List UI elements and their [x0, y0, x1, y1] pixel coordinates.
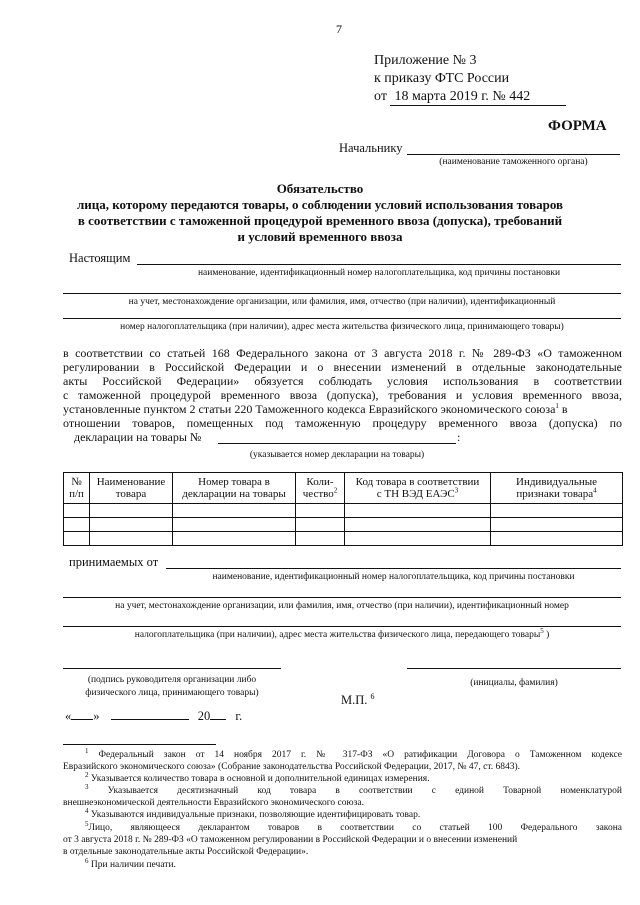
col-header-quantity: Коли- чество$^2$ — [296, 473, 345, 504]
sender-caption-3: налогоплательщика (при наличии), адрес места жительства физического лица, передающего товары$^5$ ) — [134, 626, 550, 640]
sender-line-2[interactable] — [63, 597, 621, 598]
body-line-7: декларации на товары № — [74, 430, 202, 444]
body-line-5-text: установленные пунктом 2 статьи 220 Таможенного кодекса Евразийского экономического союза — [63, 402, 556, 416]
date-line — [65, 709, 242, 723]
table-cell[interactable] — [345, 532, 491, 546]
year-field[interactable] — [210, 709, 226, 720]
table-cell[interactable] — [90, 518, 173, 532]
month-field[interactable] — [111, 709, 189, 720]
col-header-number: № п/п — [64, 473, 90, 504]
goods-table — [63, 472, 623, 546]
body-line-7-end: : — [457, 430, 461, 444]
receiver-line-3[interactable] — [63, 318, 621, 319]
table-cell[interactable] — [90, 504, 173, 518]
col-header-name: Наименование товара — [90, 473, 173, 504]
body-line-5 — [63, 402, 622, 416]
footnote-5-line-3: в отдельные законодательные акты Российской Федерации». — [63, 847, 309, 857]
table-cell[interactable] — [491, 518, 623, 532]
initials-caption: (инициалы, фамилия) — [470, 678, 558, 688]
footnote-ref-6: 6 — [370, 691, 375, 701]
order-number: № 442 — [492, 89, 531, 104]
table-cell[interactable] — [90, 532, 173, 546]
body-line-3: акты Российской Федерации» обязуется соблюдать условия использования в соответствии — [63, 374, 622, 388]
footnote-1-line-2: Евразийского экономического союза» (Собрание законодательства Российской Федерации, 2017, № 47, ст. 6843). — [63, 762, 521, 772]
body-line-1: в соответствии со статьей 168 Федерального закона от 3 августа 2018 г. № 289-ФЗ «О таможенном — [63, 346, 622, 360]
table-row — [64, 504, 623, 518]
col-header-features: Индивидуальные признаки товара$^4$ — [491, 473, 623, 504]
table-row — [64, 532, 623, 546]
footnote-3-line-1: $^3$ Указывается десятизначный код товара в соответствии с единой Товарной номенклатурой — [85, 782, 623, 796]
title-line-1: Обязательство — [276, 181, 364, 196]
declaration-number-line[interactable] — [218, 443, 456, 444]
footnote-2: $^2$ Указывается количество товара в основной и дополнительной единицах измерения. — [85, 770, 430, 784]
table-cell[interactable] — [296, 518, 345, 532]
sender-label: принимаемых от — [69, 555, 159, 569]
order-date-field — [390, 89, 566, 106]
footnote-4: $^4$ Указываются индивидуальные признаки, позволяющие идентифицировать товар. — [85, 806, 421, 820]
col-header-declaration-item: Номер товара в декларации на товары — [173, 473, 296, 504]
title-line-3: в соответствии с таможенной процедурой временного ввоза (допуска), требований — [77, 213, 563, 228]
appendix-order: к приказу ФТС России — [374, 71, 510, 86]
addressee-caption: (наименование таможенного органа) — [439, 157, 588, 167]
table-cell[interactable] — [296, 504, 345, 518]
receiver-caption-3: номер налогоплательщика (при наличии), адрес места жительства физического лица, принимающего товары) — [120, 322, 564, 332]
footnote-5-line-2: от 3 августа 2018 г. № 289-ФЗ «О таможенном регулировании в Российской Федерации и о внесении изменений — [63, 835, 518, 845]
sender-line-3[interactable] — [63, 626, 621, 627]
addressee-label: Начальнику — [339, 141, 403, 155]
receiver-label: Настоящим — [69, 251, 131, 265]
appendix-title: Приложение № 3 — [374, 53, 477, 68]
table-cell[interactable] — [491, 504, 623, 518]
footnote-1-line-1: $^1$ Федеральный закон от 14 ноября 2017 г. № 317-ФЗ «О ратификации Договора о Таможенном кодексе — [85, 746, 623, 760]
receiver-line-2[interactable] — [63, 293, 621, 294]
sender-caption-1: наименование, идентификационный номер налогоплательщика, код причины постановки — [212, 572, 575, 582]
body-line-2: регулировании в Российской Федерации и о внесении изменений в отдельные законодательные — [63, 360, 622, 374]
footnote-ref-1: 1 — [555, 402, 559, 410]
signature-caption-2: физического лица, принимающего товары) — [85, 688, 259, 698]
order-date: 18 марта 2019 г. — [394, 89, 489, 104]
table-cell[interactable] — [173, 504, 296, 518]
col-header-hs-code: Код товара в соответствии с ТН ВЭД ЕАЭС$^3$ — [345, 473, 491, 504]
footnote-3-line-2: внешнеэкономической деятельности Евразийского экономического союза. — [63, 798, 364, 808]
stamp-label: М.П. $^6$ — [341, 691, 375, 707]
table-cell[interactable] — [173, 532, 296, 546]
receiver-caption-2: на учет, местонахождение организации, или фамилия, имя, отчество (при наличии), идентификационный — [128, 297, 556, 307]
footnote-6: $^6$ При наличии печати. — [85, 856, 176, 870]
date-prefix: от — [374, 89, 387, 104]
signature-line[interactable] — [63, 668, 281, 669]
year-suffix: г. — [235, 709, 243, 723]
title-line-2: лица, которому передаются товары, о соблюдении условий использования товаров — [76, 197, 564, 212]
goods-table-header-row — [64, 473, 623, 504]
receiver-line-1[interactable] — [137, 264, 621, 265]
table-cell[interactable] — [64, 532, 90, 546]
day-field[interactable] — [71, 709, 93, 720]
form-label: ФОРМА — [548, 118, 607, 134]
table-cell[interactable] — [296, 532, 345, 546]
footnote-ref-5: 5 — [540, 626, 544, 635]
table-cell[interactable] — [345, 518, 491, 532]
page-number: 7 — [336, 22, 342, 36]
appendix-date-row — [374, 89, 566, 106]
date-close-quote: » — [93, 709, 100, 723]
title-line-4: и условий временного ввоза — [237, 229, 403, 244]
body-line-5-tail: в — [561, 402, 568, 416]
table-cell[interactable] — [173, 518, 296, 532]
table-cell[interactable] — [345, 504, 491, 518]
declaration-caption: (указывается номер декларации на товары) — [249, 450, 425, 460]
signature-caption-1: (подпись руководителя организации либо — [87, 675, 257, 685]
date-open-quote: « — [65, 709, 72, 723]
receiver-caption-1: наименование, идентификационный номер налогоплательщика, код причины постановки — [197, 268, 561, 278]
footnote-separator — [63, 744, 216, 745]
sender-line-1[interactable] — [166, 568, 621, 569]
table-cell[interactable] — [64, 518, 90, 532]
footnote-5-line-1: $^5$Лицо, являющееся декларантом товаров в соответствии со статьей 100 Федерального закона — [85, 819, 622, 833]
body-line-6: отношении товаров, помещенных под таможенную процедуру временного ввоза (допуска) по — [63, 416, 622, 430]
table-cell[interactable] — [491, 532, 623, 546]
body-line-4: с таможенной процедурой временного ввоза (допуска), требования и условия временного ввоза, — [63, 388, 622, 402]
sender-caption-2: на учет, местонахождение организации, или фамилия, имя, отчество (при наличии), идентификационный номер — [115, 601, 569, 611]
year-prefix: 20 — [197, 709, 211, 723]
addressee-line[interactable] — [407, 154, 620, 155]
table-cell[interactable] — [64, 504, 90, 518]
initials-line[interactable] — [407, 668, 621, 669]
table-row — [64, 518, 623, 532]
